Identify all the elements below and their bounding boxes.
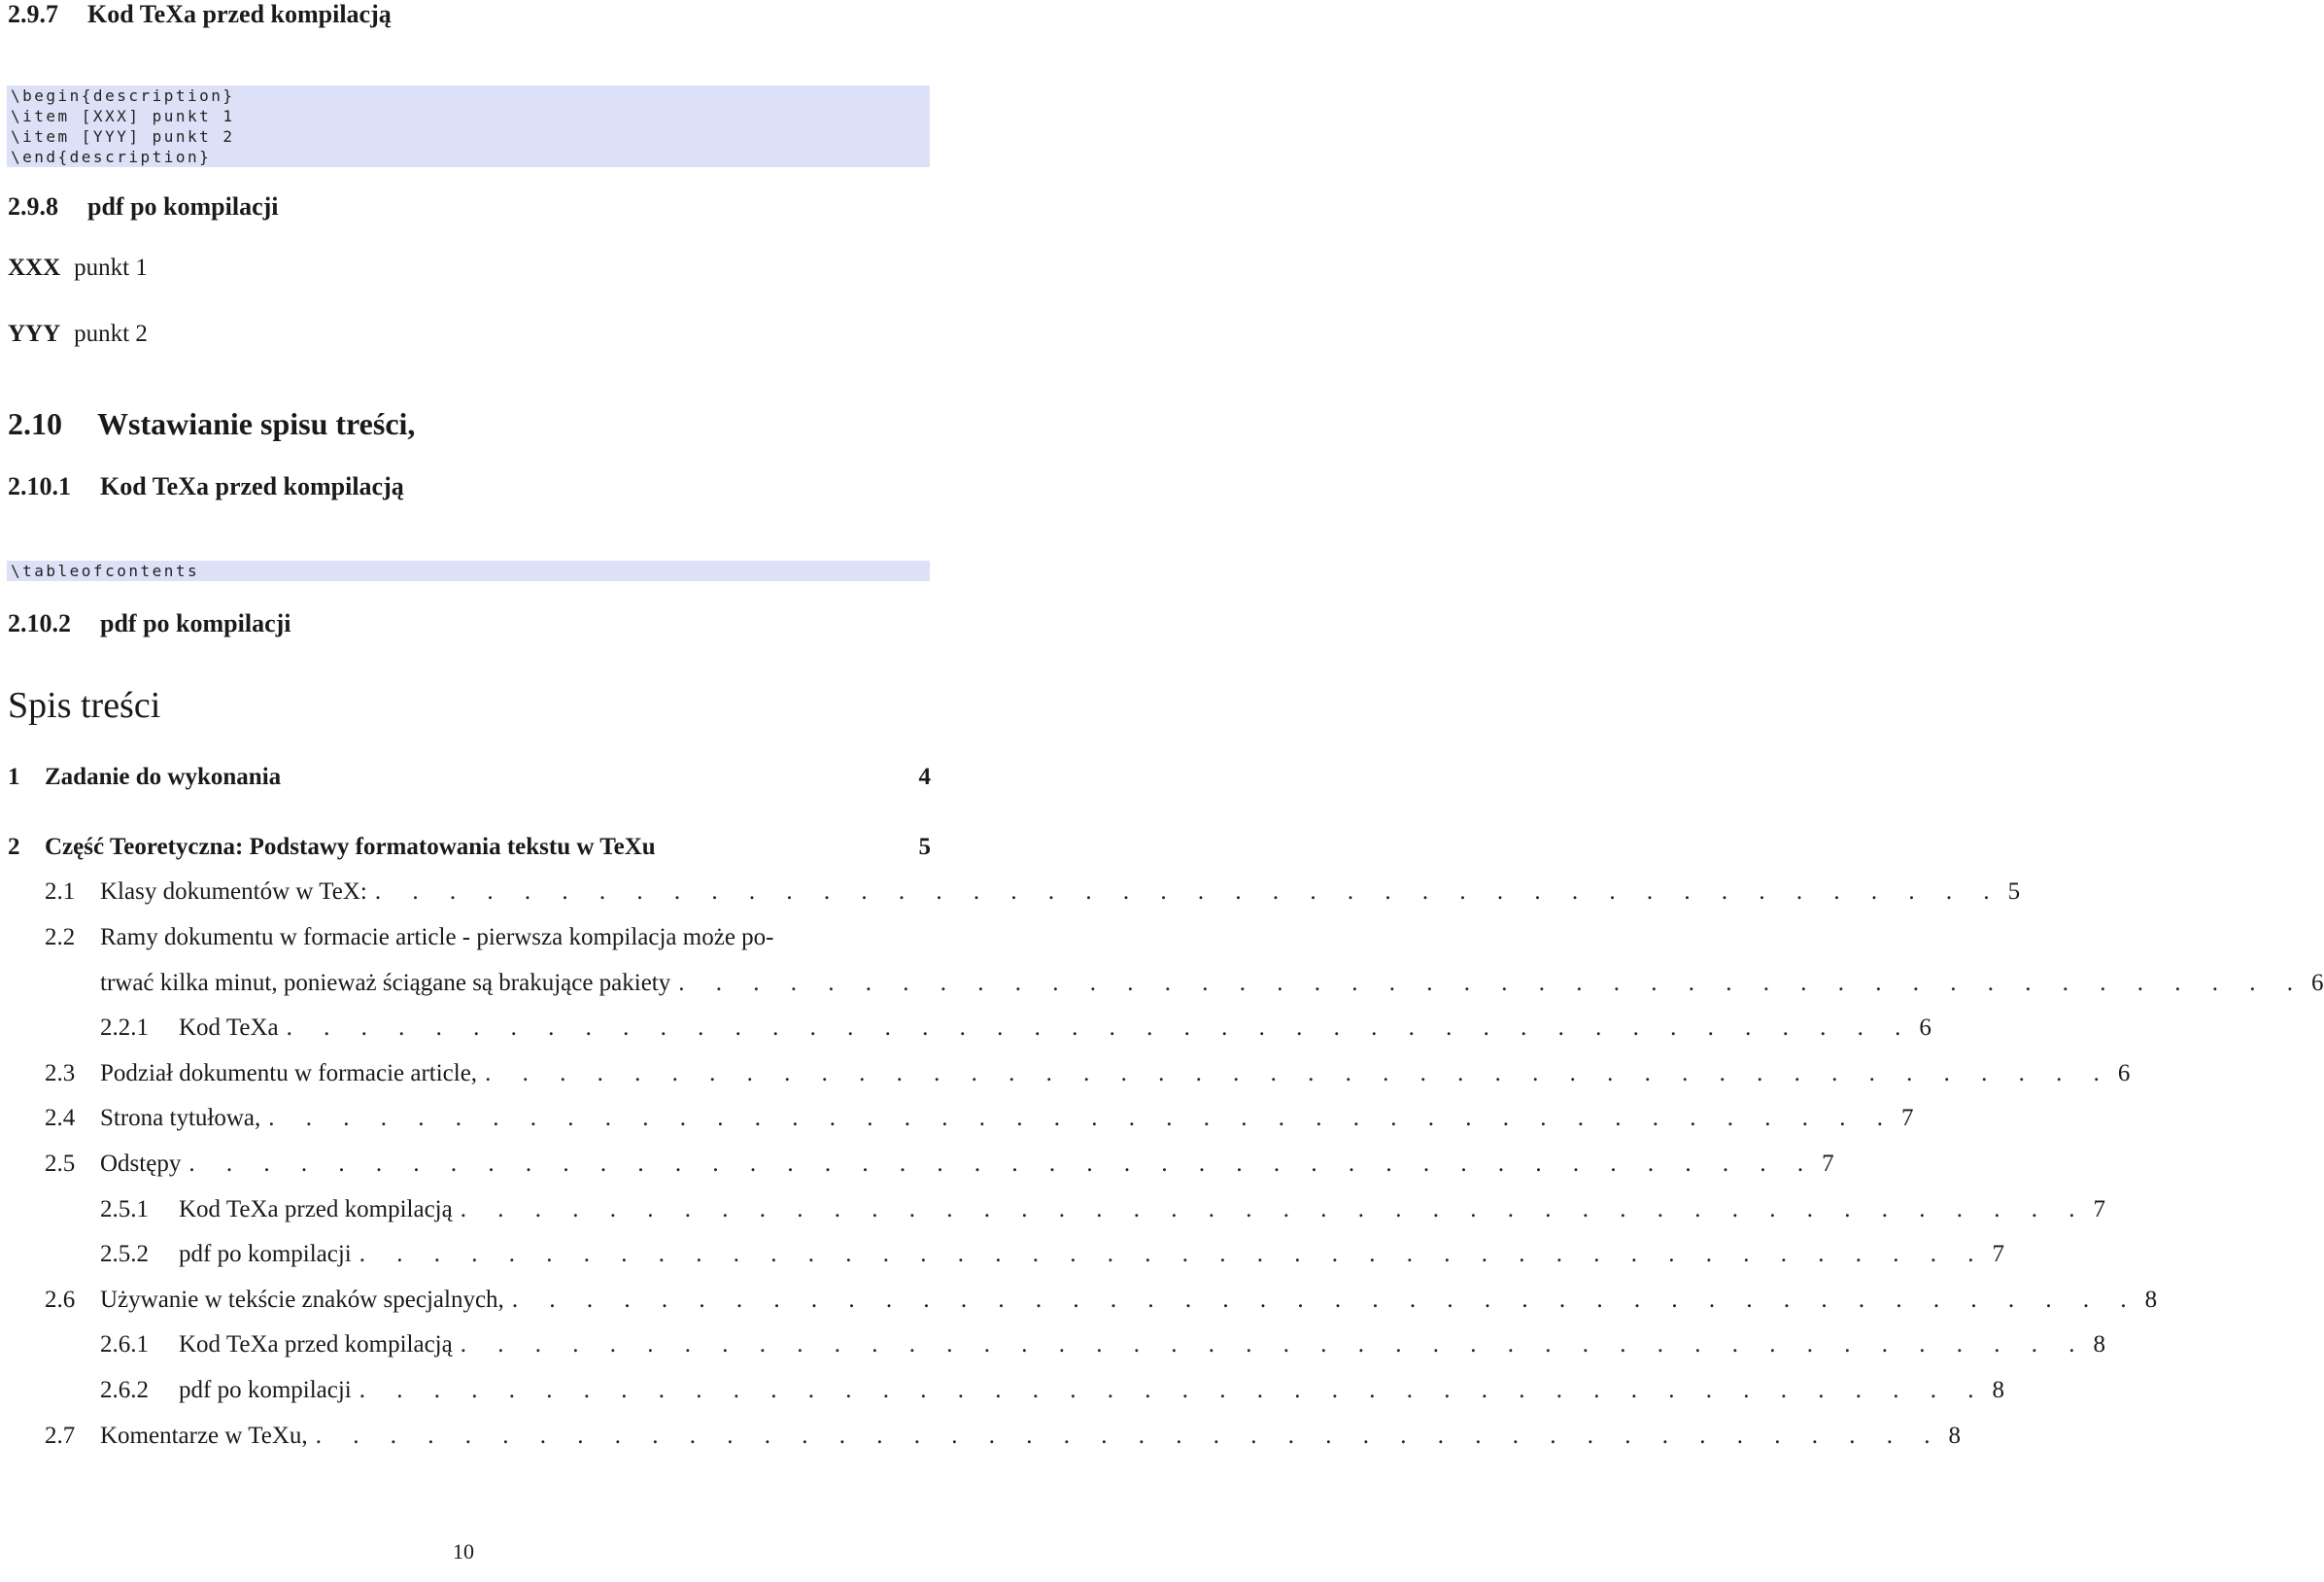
toc-entry-number: 2	[8, 834, 20, 860]
section-title: Kod TeXa przed kompilacją	[87, 0, 392, 28]
page-number: 10	[453, 1539, 474, 1564]
code-line: \begin{description}	[11, 86, 235, 105]
section-number: 2.9.8	[8, 192, 58, 221]
toc-entry-text: trwać kilka minut, ponieważ ściągane są brakujące pakiety	[100, 970, 671, 996]
toc-leader-dots: . . . . . . . . . . . . . . . . . . . . . . . . . . . . . . . . . . . . . . . . . . . .	[511, 1287, 2139, 1313]
toc-entry-number: 2.6.2	[100, 1377, 149, 1403]
code-line: \end{description}	[11, 148, 212, 166]
toc-entry[interactable]	[45, 1151, 1834, 1178]
toc-leader-dots: . . . . . . . . . . . . . . . . . . . . . . . . . . . . . . . . . . . . . . . . . . . .	[315, 1423, 1943, 1449]
toc-leader-dots: . . . . . . . . . . . . . . . . . . . . . . . . . . . . . . . . . . . . . . . . . . . .	[678, 970, 2307, 996]
toc-entry[interactable]	[45, 878, 2021, 906]
subsection-heading-2-10-2	[8, 609, 291, 638]
toc-entry[interactable]	[100, 1015, 1931, 1042]
code-line: \item [XXX] punkt 1	[11, 107, 235, 125]
toc-entry-number: 2.3	[45, 1060, 76, 1086]
subsection-heading-2-9-7	[8, 0, 392, 29]
toc-entry-page: 6	[2117, 1060, 2131, 1086]
section-title: Wstawianie spisu treści,	[97, 406, 416, 441]
description-item	[8, 321, 148, 348]
section-number: 2.9.7	[8, 0, 58, 28]
toc-entry-number: 2.5	[45, 1151, 76, 1177]
toc-entry[interactable]	[100, 1331, 2105, 1358]
toc-entry[interactable]	[45, 1105, 1914, 1132]
toc-leader-dots: . . . . . . . . . . . . . . . . . . . . . . . . . . . . . . . . . . . . . . . . . . . .	[286, 1015, 1914, 1041]
toc-entry-number: 1	[8, 764, 20, 790]
toc-entry-page: 5	[2007, 878, 2021, 905]
toc-entry[interactable]	[8, 834, 931, 861]
toc-entry-text: Klasy dokumentów w TeX:	[100, 878, 367, 905]
toc-leader-dots: . . . . . . . . . . . . . . . . . . . . . . . . . . . . . . . . . . . . . . . . . . . .	[460, 1196, 2088, 1222]
toc-entry[interactable]	[45, 1060, 2131, 1087]
toc-entry-number: 2.2.1	[100, 1015, 149, 1041]
description-item	[8, 255, 148, 282]
toc-entry[interactable]	[45, 924, 931, 951]
toc-entry-page: 8	[2144, 1287, 2158, 1313]
section-title: pdf po kompilacji	[100, 609, 291, 637]
toc-heading: Spis treści	[8, 685, 161, 726]
section-number: 2.10.1	[8, 472, 71, 500]
toc-entry-text: Strona tytułowa,	[100, 1105, 261, 1131]
toc-entry[interactable]	[100, 1196, 2105, 1223]
toc-entry-page: 5	[918, 834, 931, 860]
code-listing-tableofcontents	[7, 561, 930, 581]
toc-entry-number: 2.6	[45, 1287, 76, 1313]
toc-entry-number: 2.1	[45, 878, 76, 905]
description-text: punkt 2	[74, 321, 148, 347]
toc-entry-number: 2.5.1	[100, 1196, 149, 1222]
subsection-heading-2-9-8	[8, 192, 279, 222]
code-line: \tableofcontents	[11, 562, 200, 580]
toc-entry[interactable]	[45, 1423, 1961, 1450]
toc-entry-page: 6	[1919, 1015, 1931, 1041]
toc-entry-text: Komentarze w TeXu,	[100, 1423, 308, 1449]
toc-entry-text: Używanie w tekście znaków specjalnych,	[100, 1287, 504, 1313]
toc-entry-text: Zadanie do wykonania	[45, 764, 282, 790]
toc-entry-text: pdf po kompilacji	[179, 1377, 352, 1403]
section-title: pdf po kompilacji	[87, 192, 279, 221]
toc-entry-text: Odstępy	[100, 1151, 182, 1177]
toc-entry-number: 2.2	[45, 924, 76, 950]
toc-leader-dots: . . . . . . . . . . . . . . . . . . . . . . . . . . . . . . . . . . . . . . . . . . . .	[268, 1105, 1897, 1131]
toc-entry-page: 8	[1948, 1423, 1961, 1449]
section-title: Kod TeXa przed kompilacją	[100, 472, 404, 500]
toc-entry-page: 7	[1992, 1241, 2004, 1267]
toc-entry-text: Część Teoretyczna: Podstawy formatowania tekstu w TeXu	[45, 834, 656, 860]
toc-entry-text: Kod TeXa przed kompilacją	[179, 1196, 453, 1222]
toc-entry-page: 7	[2093, 1196, 2105, 1222]
code-listing-description	[7, 86, 930, 167]
code-line: \item [YYY] punkt 2	[11, 127, 235, 146]
toc-entry[interactable]	[100, 1377, 2004, 1404]
toc-entry-text: Kod TeXa	[179, 1015, 279, 1041]
toc-entry-text: Ramy dokumentu w formacie article - pierwsza kompilacja może po-	[100, 924, 774, 950]
section-number: 2.10	[8, 406, 62, 441]
section-heading-2-10	[8, 406, 415, 442]
toc-entry[interactable]	[100, 1241, 2004, 1268]
toc-entry-text: Kod TeXa przed kompilacją	[179, 1331, 453, 1358]
toc-entry-page: 8	[2093, 1331, 2105, 1358]
description-text: punkt 1	[74, 255, 148, 281]
description-label: XXX	[8, 255, 61, 281]
toc-entry-page: 7	[1901, 1105, 1914, 1131]
toc-entry-page: 4	[918, 764, 931, 790]
toc-entry-text: Podział dokumentu w formacie article,	[100, 1060, 478, 1086]
toc-entry-page: 8	[1992, 1377, 2004, 1403]
toc-entry-page: 6	[2311, 970, 2324, 996]
toc-entry-number: 2.6.1	[100, 1331, 149, 1358]
toc-leader-dots: . . . . . . . . . . . . . . . . . . . . . . . . . . . . . . . . . . . . . . . . . . . .	[359, 1377, 1987, 1403]
toc-entry[interactable]	[8, 764, 931, 791]
toc-entry-number: 2.5.2	[100, 1241, 149, 1267]
section-number: 2.10.2	[8, 609, 71, 637]
description-label: YYY	[8, 321, 61, 347]
subsection-heading-2-10-1	[8, 472, 404, 501]
toc-entry[interactable]	[45, 1287, 2158, 1314]
toc-leader-dots: . . . . . . . . . . . . . . . . . . . . . . . . . . . . . . . . . . . . . . . . . . . .	[460, 1331, 2088, 1358]
toc-entry-number: 2.4	[45, 1105, 76, 1131]
toc-entry-text: pdf po kompilacji	[179, 1241, 352, 1267]
toc-leader-dots: . . . . . . . . . . . . . . . . . . . . . . . . . . . . . . . . . . . . . . . . . . . .	[374, 878, 2002, 905]
toc-leader-dots: . . . . . . . . . . . . . . . . . . . . . . . . . . . . . . . . . . . . . . . . . . . .	[485, 1060, 2112, 1086]
toc-entry-number: 2.7	[45, 1423, 76, 1449]
toc-entry-continuation[interactable]	[100, 970, 2324, 997]
toc-entry-page: 7	[1822, 1151, 1834, 1177]
toc-leader-dots: . . . . . . . . . . . . . . . . . . . . . . . . . . . . . . . . . . . . . . . . . . . .	[188, 1151, 1817, 1177]
toc-leader-dots: . . . . . . . . . . . . . . . . . . . . . . . . . . . . . . . . . . . . . . . . . . . .	[359, 1241, 1987, 1267]
